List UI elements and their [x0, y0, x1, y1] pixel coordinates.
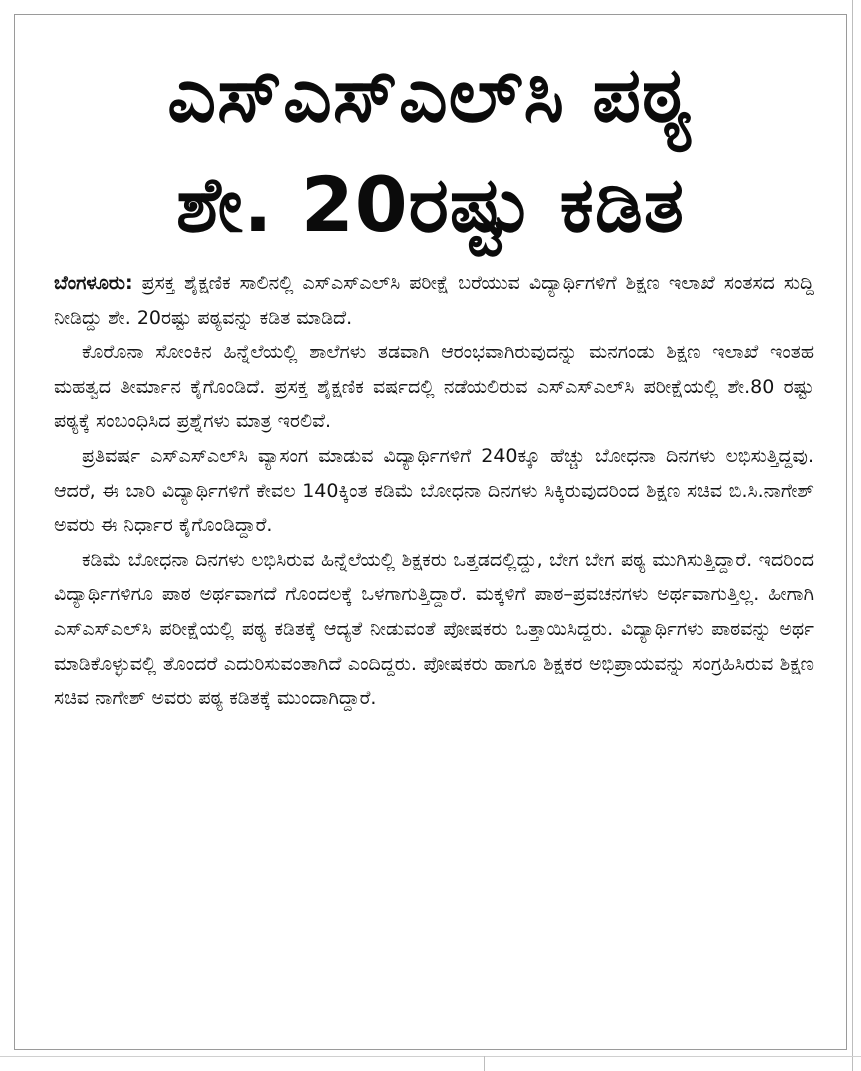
paragraph-4: ಕಡಿಮೆ ಬೋಧನಾ ದಿನಗಳು ಲಭಿಸಿರುವ ಹಿನ್ನೆಲೆಯಲ್ಲಿ ಶಿಕ್ಷಕರು ಒತ್ತಡದಲ್ಲಿದ್ದು, ಬೇಗ ಬೇಗ ಪಠ್ಯ ಮುಗಿಸುತ್ತಿದ್ದಾರೆ. ಇದರಿಂದ ವಿದ್ಯಾರ್ಥಿಗಳಿಗೂ ಪಾಠ ಅರ್ಥವಾಗದೆ ಗೊಂದಲಕ್ಕೆ ಒಳಗಾಗುತ್ತಿದ್ದಾರೆ. ಮಕ್ಕಳಿಗೆ ಪಾಠ–ಪ್ರವಚನಗಳು ಅರ್ಥವಾಗುತ್ತಿಲ್ಲ. ಹೀಗಾಗಿ ಎಸ್‌ಎಸ್‌ಎಲ್‌ಸಿ ಪರೀಕ್ಷೆಯಲ್ಲಿ ಪಠ್ಯ ಕಡಿತಕ್ಕೆ ಆದ್ಯತೆ ನೀಡುವಂತೆ ಪೋಷಕರು ಒತ್ತಾಯಿಸಿದ್ದರು. ವಿದ್ಯಾರ್ಥಿಗಳು ಪಾಠವನ್ನು ಅರ್ಥ ಮಾಡಿಕೊಳ್ಳುವಲ್ಲಿ ತೊಂದರೆ ಎದುರಿಸುವಂತಾಗಿದೆ ಎಂದಿದ್ದರು. ಪೋಷಕರು ಹಾಗೂ ಶಿಕ್ಷಕರ ಅಭಿಪ್ರಾಯವನ್ನು ಸಂಗ್ರಹಿಸಿರುವ ಶಿಕ್ಷಣ ಸಚಿವ ನಾಗೇಶ್ ಅವರು ಪಠ್ಯ ಕಡಿತಕ್ಕೆ ಮುಂದಾಗಿದ್ದಾರೆ.: [54, 548, 814, 710]
paragraph-3: ಪ್ರತಿವರ್ಷ ಎಸ್‌ಎಸ್‌ಎಲ್‌ಸಿ ವ್ಯಾಸಂಗ ಮಾಡುವ ವಿದ್ಯಾರ್ಥಿಗಳಿಗೆ 240ಕ್ಕೂ ಹೆಚ್ಚು ಬೋಧನಾ ದಿನಗಳು ಲಭಿಸುತ್ತಿದ್ದವು. ಆದರೆ, ಈ ಬಾರಿ ವಿದ್ಯಾರ್ಥಿಗಳಿಗೆ ಕೇವಲ 140ಕ್ಕಿಂತ ಕಡಿಮೆ ಬೋಧನಾ ದಿನಗಳು ಸಿಕ್ಕಿರುವುದರಿಂದ ಶಿಕ್ಷಣ ಸಚಿವ ಬಿ.ಸಿ.ನಾಗೇಶ್ ಅವರು ಈ ನಿರ್ಧಾರ ಕೈಗೊಂಡಿದ್ದಾರೆ.: [54, 444, 814, 537]
article-body: [54, 266, 814, 716]
bottom-rule: [0, 1056, 861, 1057]
column-rule: [852, 0, 853, 1071]
dateline: ಬೆಂಗಳೂರು:: [54, 272, 133, 294]
headline: [22, 40, 839, 260]
headline-line-1: ಎಸ್‌ಎಸ್‌ಎಲ್‌ಸಿ ಪಠ್ಯ: [167, 50, 694, 139]
column-divider: [484, 1056, 485, 1071]
headline-line-2: ಶೇ. 20ರಷ್ಟು ಕಡಿತ: [175, 160, 685, 249]
paragraph-2: ಕೊರೊನಾ ಸೋಂಕಿನ ಹಿನ್ನೆಲೆಯಲ್ಲಿ ಶಾಲೆಗಳು ತಡವಾಗಿ ಆರಂಭವಾಗಿರುವುದನ್ನು ಮನಗಂಡು ಶಿಕ್ಷಣ ಇಲಾಖೆ ಇಂತಹ ಮಹತ್ವದ ತೀರ್ಮಾನ ಕೈಗೊಂಡಿದೆ. ಪ್ರಸಕ್ತ ಶೈಕ್ಷಣಿಕ ವರ್ಷದಲ್ಲಿ ನಡೆಯಲಿರುವ ಎಸ್‌ಎಸ್‌ಎಲ್‌ಸಿ ಪರೀಕ್ಷೆಯಲ್ಲಿ ಶೇ.80 ರಷ್ಟು ಪಠ್ಯಕ್ಕೆ ಸಂಬಂಧಿಸಿದ ಪ್ರಶ್ನೆಗಳು ಮಾತ್ರ ಇರಲಿವೆ.: [54, 341, 814, 433]
paragraph-1: [54, 266, 814, 335]
paragraph-1-text: ಪ್ರಸಕ್ತ ಶೈಕ್ಷಣಿಕ ಸಾಲಿನಲ್ಲಿ ಎಸ್‌ಎಸ್‌ಎಲ್‌ಸಿ ಪರೀಕ್ಷೆ ಬರೆಯುವ ವಿದ್ಯಾರ್ಥಿಗಳಿಗೆ ಶಿಕ್ಷಣ ಇಲಾಖೆ ಸಂತಸದ ಸುದ್ದಿ ನೀಡಿದ್ದು ಶೇ. 20ರಷ್ಟು ಪಠ್ಯವನ್ನು ಕಡಿತ ಮಾಡಿದೆ.: [54, 272, 814, 329]
